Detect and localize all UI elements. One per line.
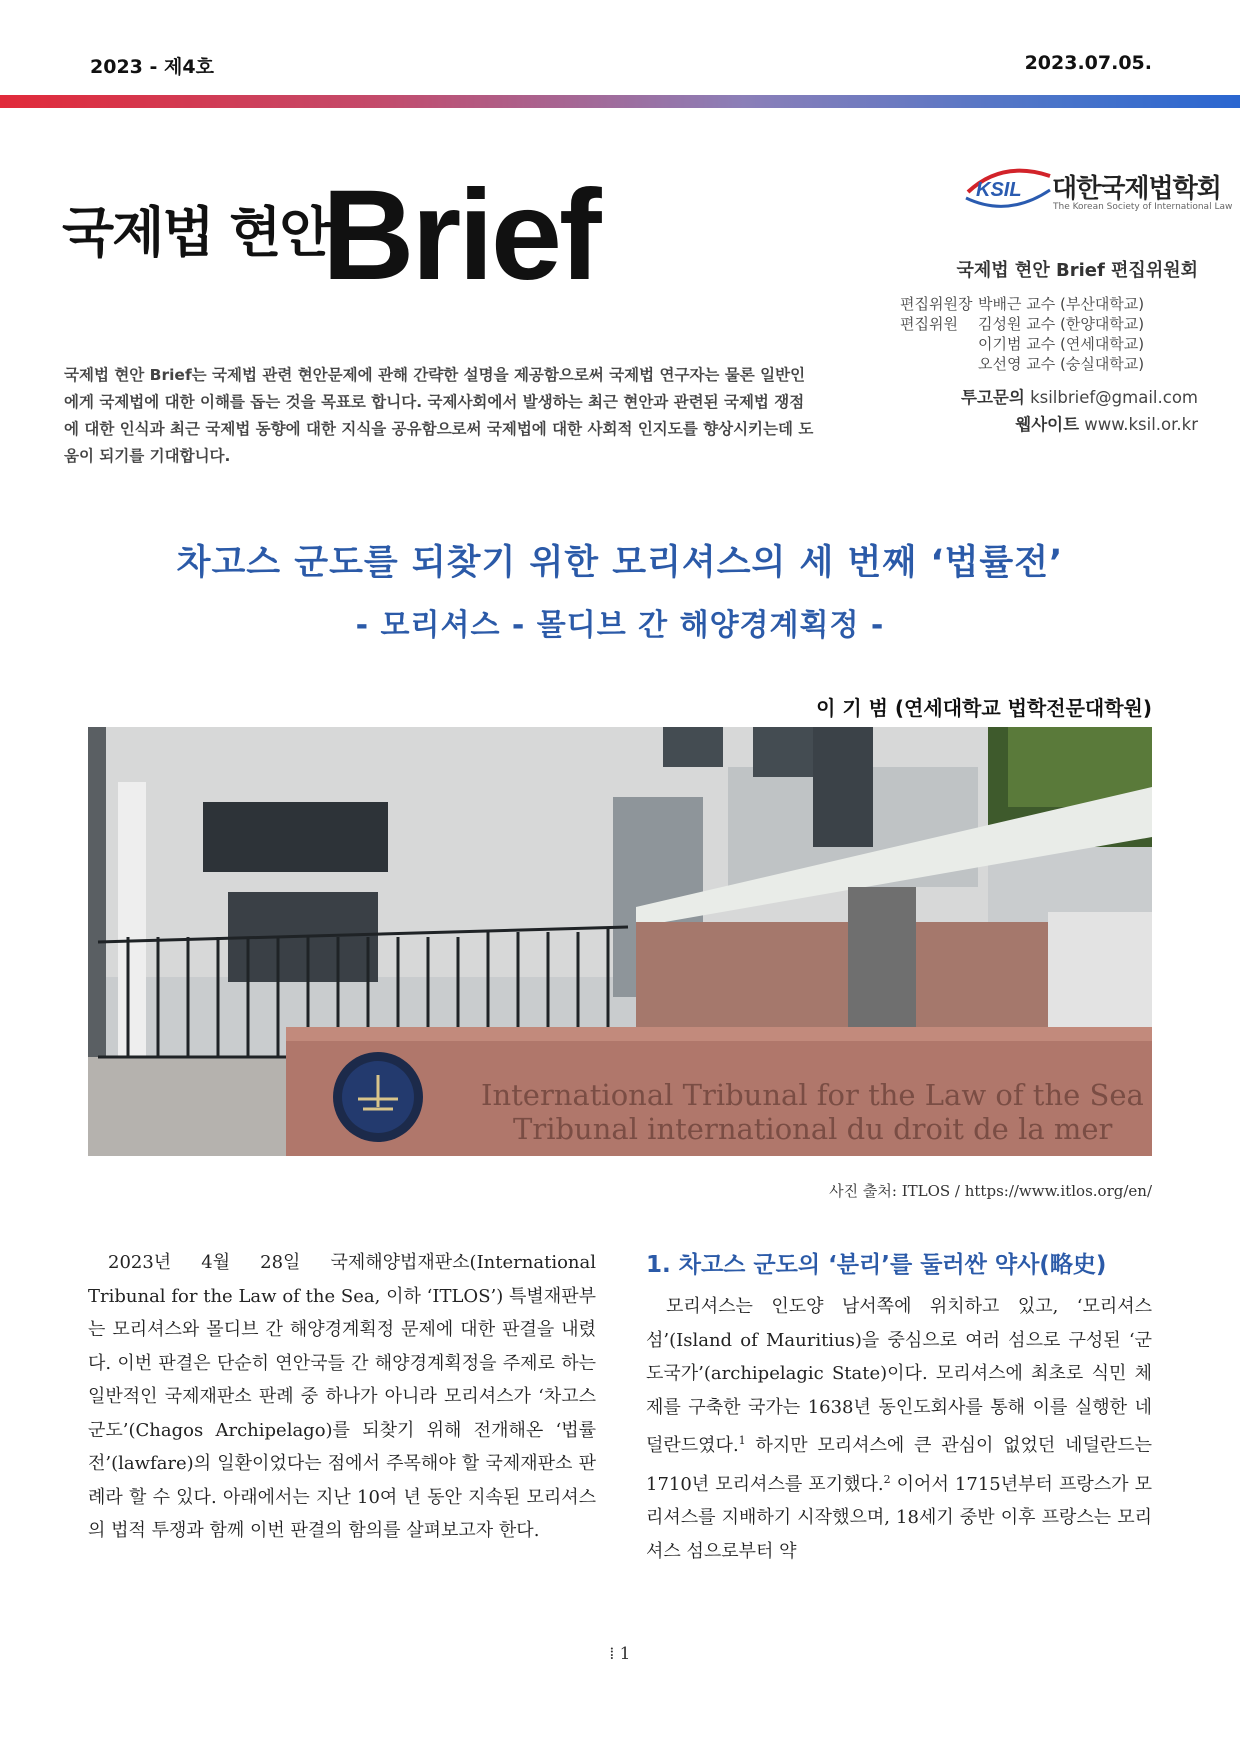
society-name-en: The Korean Society of International Law bbox=[1053, 202, 1233, 212]
brief-introduction: 국제법 현안 Brief는 국제법 관련 현안문제에 관해 간략한 설명을 제공함으로써 국제법 연구자는 물론 일반인에게 국제법에 대한 이해를 돕는 것을 목표로 합니다. 국제사회에서 발생하는 최근 현안과 관련된 국제법 쟁점에 대한 인식과 최근 국제법 동향에 대한 지식을 공유함으로써 국제법에 대한 사회적 인지도를 향상시키는데 도움이 되기를 기대합니다. bbox=[64, 366, 814, 465]
committee-members bbox=[900, 294, 1144, 374]
member-row bbox=[900, 354, 1144, 374]
section-1-heading: 1. 차고스 군도의 ‘분리’를 둘러싼 약사(略史) bbox=[646, 1252, 1107, 1278]
photo-sign-line1: International Tribunal for the Law of the Sea bbox=[481, 1078, 1144, 1112]
footnote-ref-2[interactable]: 2 bbox=[883, 1472, 891, 1486]
footnote-ref-1[interactable]: 1 bbox=[738, 1434, 746, 1447]
page-number: ⁞ 1 bbox=[609, 1644, 631, 1664]
intro-paragraph: 2023년 4월 28일 국제해양법재판소(International Tribunal for the Law of the Sea, 이하 ‘ITLOS’) 특별재판부는 모리셔스와 몰디브 간 해양경계획정 문제에 대한 판결을 내렸다. 이번 판결은 단순히 연안국들 간 해양경계획정을 주제로 하는 일반적인 국제재판소 판례 중 하나가 아니라 모리셔스가 ‘차고스 군도’(Chagos Archipelago)를 되찾기 위해 전개해온 ‘법률전’(lawfare)의 일환이었다는 점에서 주목해야 할 국제재판소 판례라 할 수 있다. 아래에서는 지난 10여 년 동안 지속된 모리셔스의 법적 투쟁과 함께 이번 판결의 함의를 살펴보고자 한다. bbox=[88, 1252, 596, 1541]
contact-block bbox=[961, 384, 1198, 438]
issue-number: 2023 - 제4호 bbox=[90, 56, 214, 78]
itlos-building-photo bbox=[88, 727, 1152, 1156]
member-role: 편집위원장 bbox=[900, 295, 973, 313]
masthead-title-kr: 국제법 현안 bbox=[62, 201, 330, 264]
article-author: 이 기 범 (연세대학교 법학전문대학원) bbox=[816, 696, 1152, 720]
contact-label: 투고문의 bbox=[961, 388, 1025, 407]
member-name: 오선영 교수 (숭실대학교) bbox=[978, 355, 1145, 373]
article-subtitle: - 모리셔스 - 몰디브 간 해양경계획정 - bbox=[355, 608, 885, 643]
member-role bbox=[900, 334, 978, 354]
article-title: 차고스 군도를 되찾기 위한 모리셔스의 세 번째 ‘법률전’ bbox=[176, 543, 1064, 583]
ksil-logo bbox=[962, 162, 1054, 214]
member-row bbox=[900, 294, 1144, 314]
publication-date: 2023.07.05. bbox=[1024, 52, 1152, 74]
masthead-title-en: Brief bbox=[322, 164, 599, 307]
website-label: 웹사이트 bbox=[1015, 415, 1080, 434]
section-1-text-a: 모리셔스는 인도양 남서쪽에 위치하고 있고, ‘모리셔스 섬’(Island of Mauritius)을 중심으로 여러 섬으로 구성된 ‘군도국가’(archipelagic State)이다. 모리셔스에 최초로 식민 체제를 구축한 국가는 1638년 동인도회사를 통해 이를 실행한 네덜란드였다. bbox=[646, 1296, 1152, 1456]
section-1-text-c: 이어서 1715년부터 프랑스가 모리셔스를 지배하기 시작했으며, 18세기 중반 이후 프랑스는 모리셔스 섬으로부터 약 bbox=[646, 1473, 1152, 1562]
contact-email[interactable]: ksilbrief@gmail.com bbox=[1030, 388, 1198, 407]
website-link[interactable]: www.ksil.or.kr bbox=[1084, 415, 1198, 434]
committee-title: 국제법 현안 Brief 편집위원회 bbox=[956, 260, 1198, 281]
member-name: 이기범 교수 (연세대학교) bbox=[978, 335, 1145, 353]
member-role: 편집위원 bbox=[900, 315, 958, 333]
photo-caption: 사진 출처: ITLOS / https://www.itlos.org/en/ bbox=[829, 1182, 1152, 1200]
member-row bbox=[900, 334, 1144, 354]
section-1-text-b: 하지만 모리셔스에 큰 관심이 없었던 네덜란드는 1710년 모리셔스를 포기했다. bbox=[646, 1435, 1152, 1495]
section-1-paragraph bbox=[646, 1290, 1152, 1568]
member-row bbox=[900, 314, 1144, 334]
photo-sign-line2: Tribunal international du droit de la mer bbox=[513, 1112, 1113, 1146]
society-name-kr: 대한국제법학회 bbox=[1052, 174, 1221, 204]
member-name: 김성원 교수 (한양대학교) bbox=[978, 315, 1145, 333]
member-name: 박배근 교수 (부산대학교) bbox=[978, 295, 1145, 313]
member-role bbox=[900, 354, 978, 374]
logo-text: KSIL bbox=[976, 179, 1022, 201]
header-gradient-bar bbox=[0, 95, 1240, 108]
